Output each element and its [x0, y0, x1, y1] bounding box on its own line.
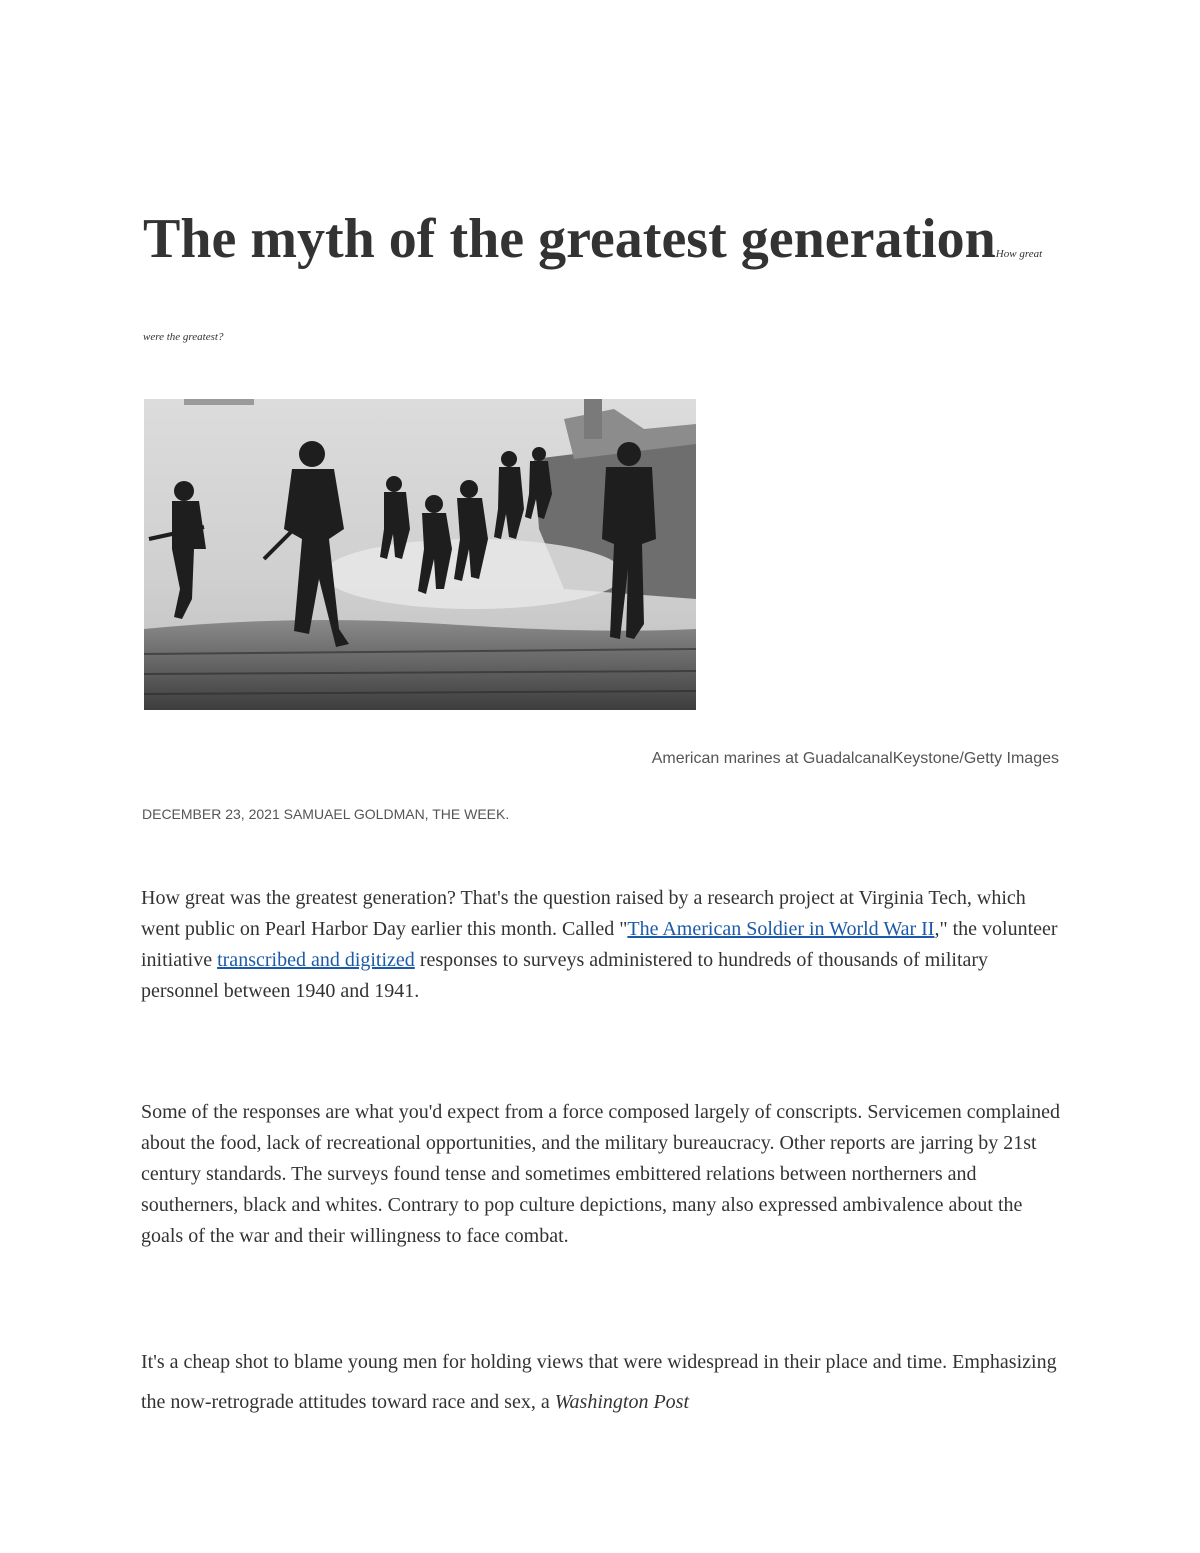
american-soldier-link[interactable]: The American Soldier in World War II — [627, 918, 935, 940]
paragraph-1-text-a: How great was the greatest generation? That's the question raised by a research project at Virginia Tech, which went public on Pearl Harbor Day earlier this month. Called " — [141, 887, 1026, 940]
paragraph-2: Some of the responses are what you'd expect from a force composed largely of conscripts. Servicemen complained about the food, lack of recreational opportunities, and the military bureaucracy. Other reports are jarring by 21st century standards. The surveys found tense and sometimes embittered relations between northerners and southerners, black and whites. Contrary to pop culture depictions, many also expressed ambivalence about the goals of the war and their willingness to face combat. — [141, 1101, 1061, 1247]
paragraph-1-text-c: responses to surveys administered to hundreds of thousands of military personnel between 1940 and 1941. — [141, 949, 989, 1002]
transcribed-digitized-link[interactable]: transcribed and digitized — [217, 949, 415, 971]
article-photo — [144, 399, 696, 710]
paragraph-1 — [141, 883, 1066, 1007]
article-subtitle: How great were the greatest? — [143, 248, 1043, 343]
article-title — [143, 205, 1043, 371]
paragraph-3-text: It's a cheap shot to blame young men for holding views that were widespread in their place and time. Emphasizing the now-retrograde attitudes toward race and sex, a — [141, 1351, 1057, 1413]
washington-post-italic: Washington Post — [554, 1391, 689, 1413]
paragraph-3 — [141, 1342, 1066, 1422]
paragraph-1-text-b: ," the volunteer initiative — [141, 918, 1058, 971]
article-byline: DECEMBER 23, 2021 SAMUAEL GOLDMAN, THE WEEK. — [142, 806, 510, 822]
image-caption: American marines at GuadalcanalKeystone/Getty Images — [651, 750, 1059, 767]
article-title-text: The myth of the greatest generation — [143, 208, 996, 270]
